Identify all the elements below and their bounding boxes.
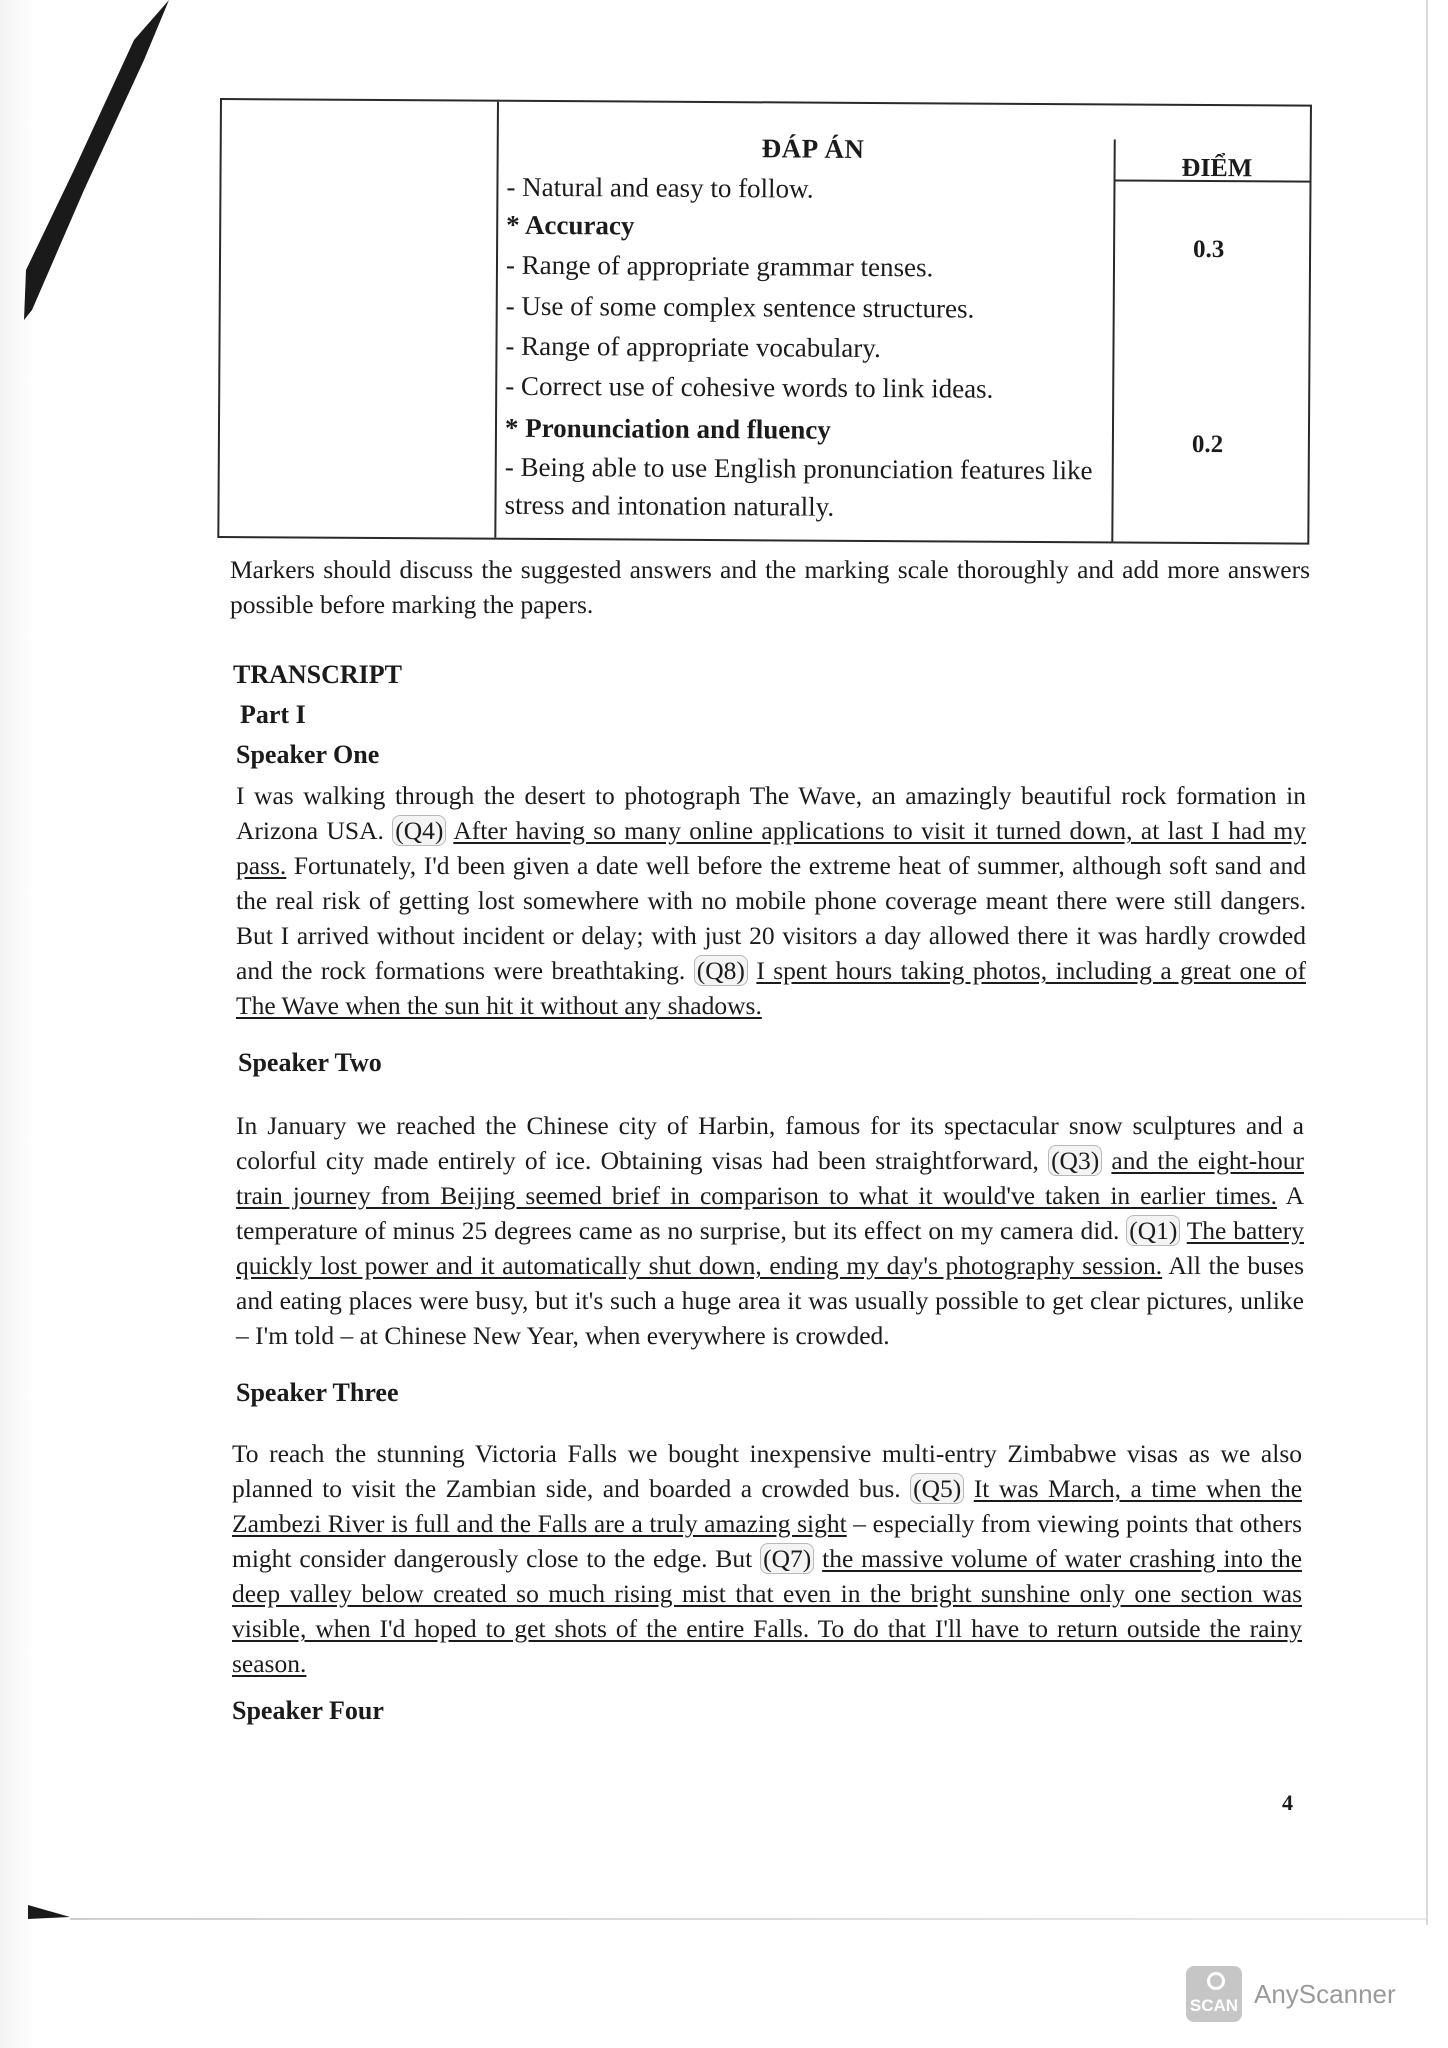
transcript-sentence: A temperature of minus 25 degrees came as no surprise, but its effect on my camera did.: [236, 1181, 1305, 1245]
transcript-sentence: I was walking through the desert to photograph The Wave, an amazingly beautiful rock formation in Arizona USA.: [236, 781, 1306, 845]
table-header-score: ĐIỂM: [1181, 152, 1253, 183]
anyscanner-watermark: [1186, 1966, 1396, 2022]
score-value: 0.2: [1191, 430, 1224, 459]
speaker-one-text: [236, 778, 1306, 1023]
scan-logo-icon: [1186, 1966, 1242, 2022]
table-row-text: - Correct use of cohesive words to link ideas.: [505, 370, 994, 404]
table-row-text: - Range of appropriate vocabulary.: [505, 330, 881, 364]
scanner-app-name: AnyScanner: [1254, 1978, 1396, 2009]
question-marker: (Q7): [760, 1543, 814, 1574]
transcript-sentence: – especially from viewing points that others might consider dangerously close to the edge. But: [232, 1509, 1303, 1573]
table-column-divider: [494, 102, 499, 538]
grading-table: [217, 98, 1312, 545]
transcript-sentence: All the buses and eating places were busy, but it's such a huge area it was usually possible to get clear pictures, unlike – I'm told – at Chinese New Year, when everywhere is crowded.: [236, 1251, 1305, 1350]
table-row-text: - Being able to use English pronunciation features like: [504, 451, 1093, 486]
scan-edge-mark: [28, 1905, 70, 1919]
speaker-three-heading: Speaker Three: [236, 1378, 399, 1407]
speaker-four-heading: Speaker Four: [232, 1696, 384, 1725]
transcript-sentence: Fortunately, I'd been given a date well before the extreme heat of summer, although soft sand and the real risk of getting lost somewhere with no mobile phone coverage meant there were still dangers. But I arrived without incident or delay; with just 20 visitors a day allowed there it was hardly crowded and the rock formations were breathtaking.: [236, 851, 1306, 985]
speaker-two-heading: Speaker Two: [238, 1048, 382, 1077]
markers-note: Markers should discuss the suggested answers and the marking scale thoroughly and add more answers possible before marking the papers.: [230, 555, 1310, 619]
underlined-answer: and the eight-hour train journey from Beijing seemed brief in comparison to what it would've taken in earlier times.: [236, 1146, 1305, 1210]
table-row-text: stress and intonation naturally.: [504, 489, 835, 522]
transcript-title: TRANSCRIPT: [233, 660, 403, 689]
transcript-sentence: To reach the stunning Victoria Falls we bought inexpensive multi-entry Zimbabwe visas as we also planned to visit the Zambian side, and boarded a crowded bus.: [232, 1439, 1302, 1503]
question-marker: (Q4): [392, 815, 446, 846]
table-column-divider: [1111, 139, 1115, 541]
scan-logo-text: SCAN: [1189, 1996, 1239, 2015]
scan-bottom-edge: [70, 1918, 1426, 1920]
table-row-text: - Range of appropriate grammar tenses.: [505, 249, 934, 283]
speaker-three-text: [232, 1436, 1302, 1681]
question-marker: (Q1): [1126, 1215, 1180, 1246]
question-marker: (Q8): [694, 955, 748, 986]
question-marker: (Q5): [910, 1473, 964, 1504]
underlined-answer: the massive volume of water crashing into the deep valley below created so much rising mist that even in the bright sunshine only one section was visible, when I'd hoped to get shots of the entire Falls. To do that I'll have to return outside the rainy season.: [232, 1544, 1303, 1678]
table-row-heading: * Pronunciation and fluency: [504, 412, 831, 445]
scan-right-edge: [1426, 0, 1428, 1925]
score-value: 0.3: [1193, 235, 1225, 264]
page-number: 4: [1282, 1790, 1293, 1815]
table-row-text: - Natural and easy to follow.: [506, 171, 814, 204]
part-heading: Part I: [240, 700, 306, 729]
underlined-answer: The battery quickly lost power and it automatically shut down, ending my day's photography session.: [236, 1216, 1304, 1280]
scan-page-fold-line: [24, 0, 174, 320]
question-marker: (Q3): [1048, 1145, 1102, 1176]
table-row-heading: * Accuracy: [506, 209, 635, 241]
underlined-answer: It was March, a time when the Zambezi River is full and the Falls are a truly amazing sight: [232, 1474, 1303, 1538]
scan-logo-circle: [1207, 1972, 1225, 1990]
table-header-answer: ĐÁP ÁN: [761, 133, 865, 164]
table-row-text: - Use of some complex sentence structures.: [505, 290, 975, 324]
transcript-sentence: In January we reached the Chinese city of Harbin, famous for its spectacular snow sculptures and a colorful city made entirely of ice. Obtaining visas had been straightforward,: [236, 1111, 1304, 1175]
speaker-two-text: [236, 1108, 1304, 1353]
underlined-answer: After having so many online applications to visit it turned down, at last I had my pass.: [236, 816, 1307, 880]
speaker-one-heading: Speaker One: [236, 740, 380, 769]
underlined-answer: I spent hours taking photos, including a great one of The Wave when the sun hit it without any shadows.: [236, 956, 1306, 1020]
